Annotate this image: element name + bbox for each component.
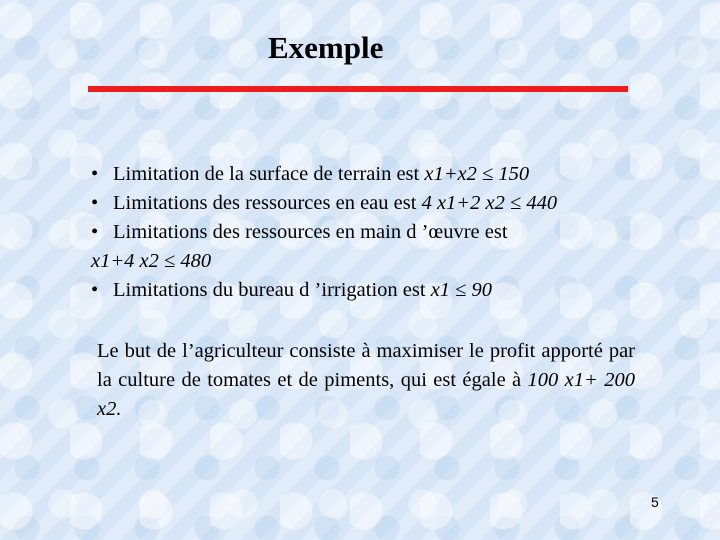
bullet-text: Limitation de la surface de terrain est (113, 163, 425, 185)
bullet-list (91, 160, 631, 305)
paragraph-math: 100 x1+ 200 x2. (97, 369, 635, 420)
bullet-math: x1 ≤ 90 (430, 279, 493, 301)
bullet-math: x1+x2 ≤ 150 (424, 163, 530, 185)
bullet-icon: • (91, 279, 99, 301)
bullet-text: Limitations des ressources en eau est (113, 192, 422, 214)
bullet-icon: • (91, 192, 99, 214)
bullet-item (91, 189, 631, 218)
title-underline (88, 86, 628, 92)
slide-title: Exemple (268, 30, 384, 65)
bullet-text: Limitations du bureau d ’irrigation est (113, 279, 431, 301)
bullet-item (91, 218, 631, 276)
objective-paragraph (97, 337, 635, 424)
paragraph-text: Le but de l’agriculteur consiste à maximiser le profit apporté par la culture de tomates et de piments, qui est égale à (97, 340, 635, 391)
bullet-text: Limitations des ressources en main d ’œuvre est (113, 221, 508, 243)
bullet-item (91, 160, 631, 189)
page-number: 5 (651, 494, 659, 510)
bullet-math: x1+4 x2 ≤ 480 (91, 250, 212, 272)
bullet-icon: • (91, 221, 99, 243)
bullet-math: 4 x1+2 x2 ≤ 440 (421, 192, 558, 214)
bullet-item (91, 276, 631, 305)
bullet-icon: • (91, 163, 99, 185)
